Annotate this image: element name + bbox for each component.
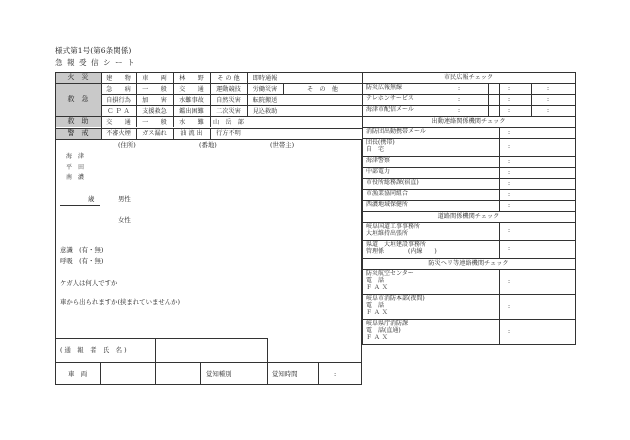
vehicle-label: 車 両 bbox=[68, 370, 88, 378]
place-hirata: 平 田 bbox=[66, 163, 85, 171]
age-label: 歳 bbox=[88, 195, 95, 203]
bottom-div-3 bbox=[200, 362, 201, 385]
time-check-field[interactable]: : bbox=[508, 190, 511, 198]
contact-name: 大垣維持出張所 bbox=[366, 230, 409, 237]
time-check-field[interactable]: : bbox=[508, 84, 511, 92]
incident-type-option[interactable]: 支援救急 bbox=[142, 107, 167, 115]
incident-type-option[interactable]: 油 流 出 bbox=[180, 130, 203, 137]
time-check-field[interactable]: : bbox=[458, 84, 461, 92]
entry-divider bbox=[531, 83, 532, 94]
incident-type-option[interactable]: そ の 他 bbox=[217, 74, 240, 82]
entry-divider bbox=[499, 189, 500, 200]
address-header: (番地) bbox=[199, 141, 217, 149]
incident-type-option[interactable]: 交 通 bbox=[179, 85, 204, 93]
consciousness-field[interactable]: 意識 (有・無) bbox=[60, 246, 104, 254]
entry-divider bbox=[499, 156, 500, 167]
incident-type-option[interactable]: 見込救助 bbox=[252, 107, 278, 115]
age-underline bbox=[60, 205, 100, 206]
entry-divider bbox=[499, 178, 500, 189]
incident-type-option[interactable]: 即時通報 bbox=[252, 74, 278, 82]
incident-type-option[interactable]: 水難事故 bbox=[179, 96, 204, 104]
category-label: 救 急 bbox=[67, 95, 89, 104]
contact-name: 岐阜市消防本部(夜間) bbox=[366, 295, 425, 302]
incident-type-option[interactable]: 鑑出困難 bbox=[179, 107, 204, 115]
caller-name-label: ( 通 報 者 氏 名 ) bbox=[60, 346, 127, 354]
bottom-div-2 bbox=[155, 362, 156, 385]
awareness-type-label: 覚知種別 bbox=[206, 370, 232, 378]
contact-name: 市役所総務課(宿直) bbox=[366, 179, 419, 186]
incident-type-option[interactable]: 水 難 bbox=[179, 118, 204, 126]
incident-type-option[interactable]: 運動競技 bbox=[216, 85, 241, 93]
entry-divider bbox=[499, 222, 500, 240]
contact-name: 岐阜国道工事事務所 bbox=[366, 223, 421, 230]
incident-type-option[interactable]: 林 野 bbox=[179, 74, 204, 82]
incident-type-option[interactable]: 一 般 bbox=[142, 85, 167, 93]
entry-line bbox=[362, 156, 575, 157]
awareness-time-colon: : bbox=[334, 370, 337, 378]
entry-divider bbox=[499, 127, 500, 138]
incident-type-option[interactable]: 急 病 bbox=[106, 85, 131, 93]
entry-divider bbox=[488, 94, 489, 105]
trapped-question: 車から出られますか(挟まれていませんか) bbox=[60, 298, 181, 306]
time-check-field[interactable]: : bbox=[508, 157, 511, 165]
bottom-div-5 bbox=[318, 362, 319, 385]
caller-right-line bbox=[267, 338, 268, 362]
entry-divider bbox=[531, 94, 532, 105]
incident-type-option[interactable]: Ｃ Ｐ Ａ bbox=[107, 107, 130, 115]
time-check-field[interactable]: : bbox=[508, 168, 511, 176]
category-label: 警 戒 bbox=[67, 128, 89, 137]
contact-name: 防災航空センター bbox=[366, 270, 414, 277]
time-check-field[interactable]: : bbox=[508, 143, 511, 150]
contact-name: 県道 大垣建設事務所 bbox=[366, 241, 427, 248]
entry-line bbox=[362, 167, 575, 168]
contact-name: テレホンサービス bbox=[366, 95, 414, 102]
contact-name: 中部電力 bbox=[366, 168, 391, 175]
time-check-field[interactable]: : bbox=[458, 106, 461, 114]
time-check-field[interactable]: : bbox=[508, 128, 511, 136]
awareness-time-label: 覚知時間 bbox=[272, 370, 298, 378]
contact-name: 電 話(直通) bbox=[366, 327, 401, 334]
address-places bbox=[66, 152, 84, 184]
contact-name: 電 話 bbox=[366, 302, 385, 309]
contact-name: 電 話 bbox=[366, 277, 385, 284]
section-title: 市民広報チェック bbox=[443, 74, 494, 81]
section-title: 道路関係機関チェック bbox=[437, 213, 500, 220]
time-check-field[interactable]: : bbox=[508, 302, 511, 310]
entry-divider bbox=[488, 83, 489, 94]
form-number: 様式第1号(第6条関係) bbox=[55, 46, 132, 55]
incident-type-option[interactable]: 不審火煙 bbox=[106, 130, 131, 137]
time-check-field[interactable]: : bbox=[508, 227, 511, 234]
incident-type-option[interactable]: 転院搬送 bbox=[252, 96, 278, 104]
incident-type-option[interactable]: 車 両 bbox=[142, 74, 167, 82]
contact-name: 消防団出動携帯メール bbox=[366, 128, 426, 135]
contact-name: Ｆ Ａ Ｘ bbox=[366, 309, 388, 316]
time-check-field[interactable]: : bbox=[547, 84, 550, 92]
incident-type-option[interactable]: ガス漏れ bbox=[142, 130, 167, 137]
category-label: 救 助 bbox=[67, 117, 89, 126]
time-check-field[interactable]: : bbox=[508, 277, 511, 285]
incident-type-option[interactable]: 行方不明 bbox=[216, 130, 241, 137]
entry-divider bbox=[499, 138, 500, 156]
contact-name: 管理係 (内線 ) bbox=[366, 248, 437, 255]
entry-divider bbox=[499, 83, 500, 94]
time-check-field[interactable]: : bbox=[508, 327, 511, 335]
time-check-field[interactable]: : bbox=[458, 95, 461, 103]
incident-type-option[interactable]: 一 般 bbox=[142, 118, 167, 126]
section-title: 防災ヘリ等連絡機関チェック bbox=[428, 260, 509, 267]
entry-divider bbox=[499, 200, 500, 211]
incident-type-option[interactable]: 自然災害 bbox=[216, 96, 241, 104]
caller-divider bbox=[155, 338, 156, 362]
time-check-field[interactable]: : bbox=[508, 106, 511, 114]
incident-type-option[interactable]: 山 岳 部 bbox=[213, 118, 244, 126]
time-check-field[interactable]: : bbox=[547, 95, 550, 103]
category-label: 火 災 bbox=[67, 73, 89, 82]
place-nanno: 南 濃 bbox=[66, 174, 85, 181]
entry-divider bbox=[499, 105, 500, 116]
incident-type-option[interactable]: 加 害 bbox=[142, 96, 167, 104]
place-kaizu: 海 津 bbox=[66, 153, 85, 160]
bottom-div-4 bbox=[267, 362, 268, 385]
contact-name: 防災広報無線 bbox=[366, 84, 403, 91]
time-check-field[interactable]: : bbox=[508, 95, 511, 103]
time-check-field[interactable]: : bbox=[508, 245, 511, 252]
contact-name: 団長(携帯) bbox=[366, 139, 395, 146]
contact-name: Ｆ Ａ Ｘ bbox=[366, 284, 388, 291]
entry-divider bbox=[531, 105, 532, 116]
entry-divider bbox=[499, 167, 500, 178]
entry-divider bbox=[499, 269, 500, 294]
caller-top-line bbox=[55, 338, 267, 339]
male-option[interactable]: 男性 bbox=[118, 195, 131, 203]
incident-type-option[interactable]: 労働災害 bbox=[252, 85, 278, 93]
incident-type-option[interactable]: 交 通 bbox=[106, 118, 131, 126]
incident-type-option[interactable]: 建 物 bbox=[106, 74, 131, 82]
incident-type-option[interactable]: そ の 他 bbox=[307, 85, 338, 93]
bottom-div-1 bbox=[100, 362, 101, 385]
contact-name: 市漁業協同組合 bbox=[366, 190, 409, 197]
bottom-row-top bbox=[55, 362, 362, 363]
time-check-field[interactable]: : bbox=[547, 106, 550, 114]
injured-question: ケガ人は何人ですか bbox=[60, 279, 118, 287]
address-header: (住所) bbox=[118, 141, 136, 149]
incident-type-option[interactable]: 二次災害 bbox=[216, 107, 241, 115]
entry-divider bbox=[499, 319, 500, 344]
time-check-field[interactable]: : bbox=[508, 179, 511, 187]
contact-name: 西濃地域保健所 bbox=[366, 201, 409, 208]
entry-divider bbox=[499, 94, 500, 105]
female-option[interactable]: 女性 bbox=[118, 216, 131, 224]
time-check-field[interactable]: : bbox=[508, 201, 511, 209]
entry-divider bbox=[499, 294, 500, 319]
contact-name: 海津市配信メール bbox=[366, 106, 414, 113]
contact-name: 海津警察 bbox=[366, 157, 391, 164]
incident-type-option[interactable]: 自損行為 bbox=[106, 96, 131, 104]
address-header: (世帯主) bbox=[270, 141, 295, 149]
entry-divider bbox=[488, 105, 489, 116]
entry-divider bbox=[499, 240, 500, 258]
form-title: 急 報 受 信 シ ー ト bbox=[55, 58, 136, 67]
breathing-field[interactable]: 呼吸 (有・無) bbox=[60, 257, 104, 265]
section-title: 出動連絡関係機関チェック bbox=[431, 118, 506, 125]
contact-name: 岐阜県庁消防課 bbox=[366, 320, 409, 327]
contact-name: Ｆ Ａ Ｘ bbox=[366, 334, 388, 341]
contact-name: 自 宅 bbox=[366, 146, 385, 153]
